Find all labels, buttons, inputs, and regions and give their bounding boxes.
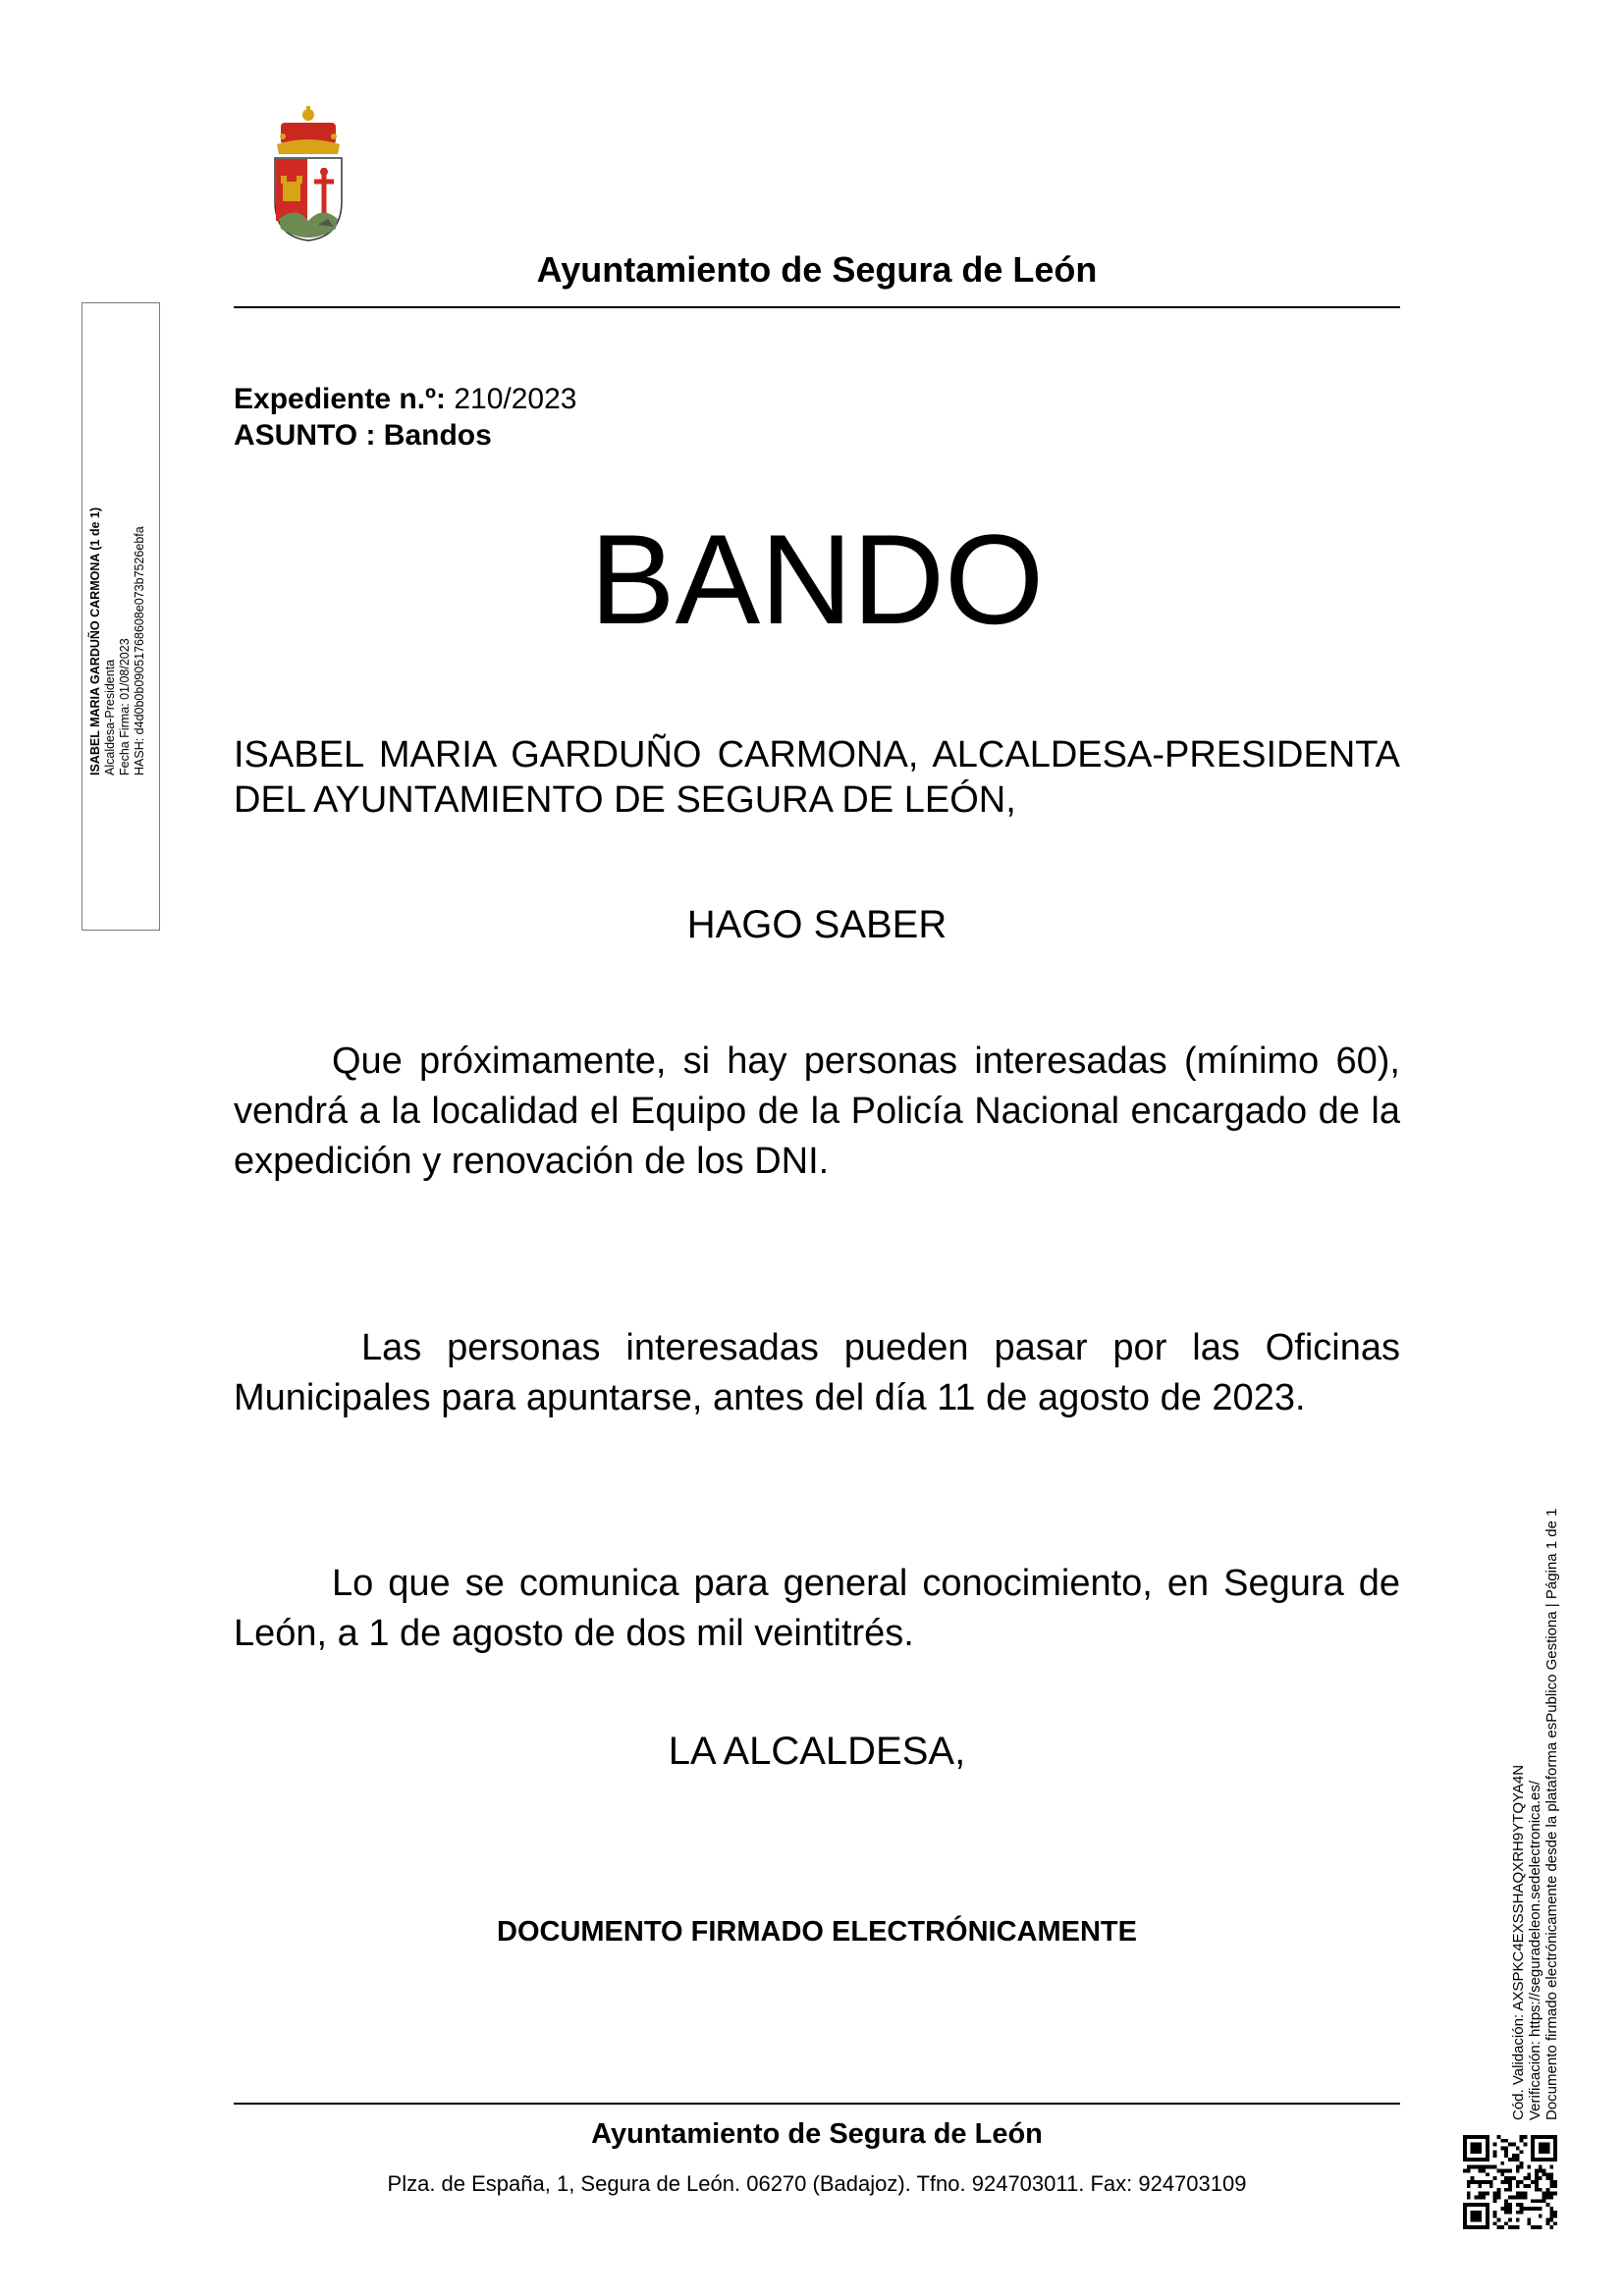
signature-role: Alcaldesa-Presidenta [103, 659, 117, 775]
document-heading: BANDO [589, 507, 1045, 651]
signed-electronically: DOCUMENTO FIRMADO ELECTRÓNICAMENTE [497, 1916, 1137, 1948]
castle-icon [283, 182, 300, 201]
footer-address: Plza. de España, 1, Segura de León. 06270 (Badajoz). Tfno. 924703011. Fax: 924703109 [387, 2171, 1247, 2196]
footer-title: Ayuntamiento de Segura de León [591, 2118, 1043, 2150]
expediente-line [234, 383, 576, 416]
expediente-label: Expediente n.º: [234, 383, 446, 415]
signoff: LA ALCALDESA, [668, 1730, 966, 1773]
paragraph-3: Lo que se comunica para general conocimiento, en Segura de León, a 1 de agosto de dos mil veintitrés. [234, 1563, 1400, 1654]
verification-text [1510, 1433, 1560, 2120]
signature-date: Fecha Firma: 01/08/2023 [118, 638, 132, 775]
footer-divider [234, 2103, 1400, 2105]
paragraph-1: Que próximamente, si hay personas interesadas (mínimo 60), vendrá a la localidad el Equipo de la Policía Nacional encargado de la expedición y renovación de los DNI. [234, 1041, 1400, 1182]
asunto-line [234, 419, 492, 453]
verification-code: Cód. Validación: AXSPKC4EXSSHAQXRH9YTQYA4N [1510, 1764, 1527, 2120]
header-divider [234, 306, 1400, 308]
asunto-label: ASUNTO : [234, 419, 376, 452]
asunto-value: Bandos [383, 419, 492, 452]
signature-signer: ISABEL MARIA GARDUÑO CARMONA (1 de 1) [88, 507, 102, 775]
verification-platform: Documento firmado electrónicamente desde la plataforma esPublico Gestiona | Página 1 de 1 [1543, 1508, 1560, 2120]
header-title: Ayuntamiento de Segura de León [536, 249, 1098, 290]
paragraph-2: Las personas interesadas pueden pasar por las Oficinas Municipales para apuntarse, antes del día 11 de agosto de 2023. [234, 1327, 1400, 1418]
qr-code-icon [1463, 2135, 1557, 2229]
signature-stamp-text [88, 461, 147, 775]
coat-of-arms-logo [267, 103, 350, 244]
intro-paragraph: ISABEL MARIA GARDUÑO CARMONA, ALCALDESA-PRESIDENTA DEL AYUNTAMIENTO DE SEGURA DE LEÓN, [234, 734, 1400, 821]
verification-url[interactable]: Verificación: https://seguradeleon.sedelectronica.es/ [1527, 1780, 1543, 2120]
expediente-value: 210/2023 [454, 383, 577, 415]
signature-hash: HASH: d4d0b0b09051768608e073b7526ebfa [133, 526, 146, 775]
hago-saber: HAGO SABER [686, 903, 947, 946]
